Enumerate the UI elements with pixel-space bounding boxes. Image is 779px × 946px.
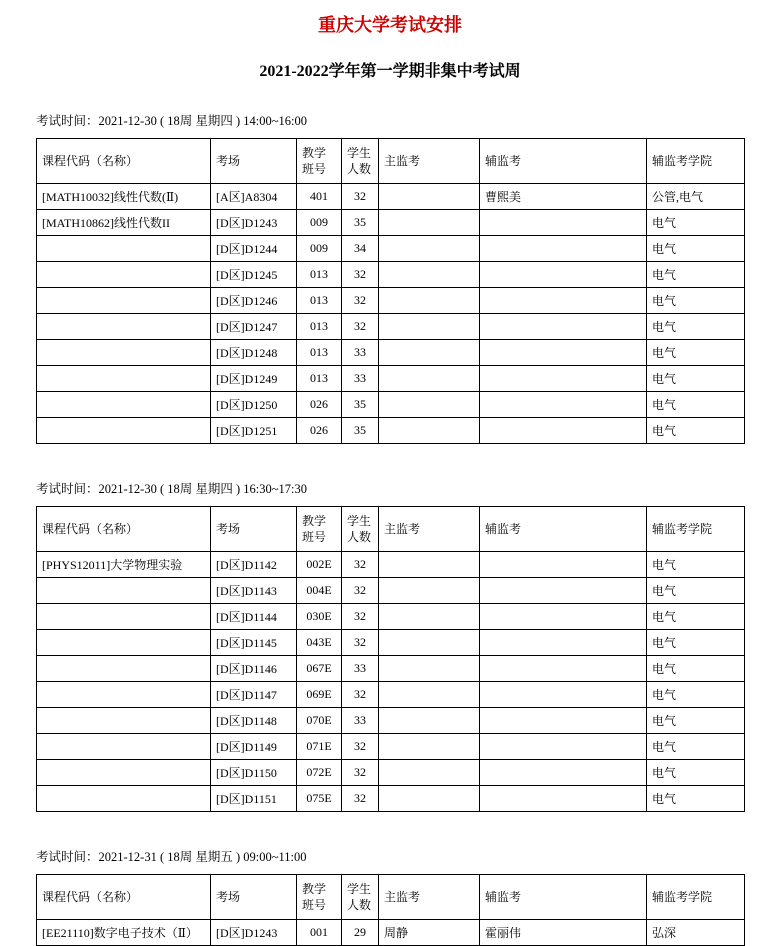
table-row: [37, 604, 745, 630]
table-row: [37, 734, 745, 760]
cell-assistant-college: 电气: [647, 236, 745, 262]
exam-time-label: 考试时间：2021-12-31 ( 18周 星期五 ) 09:00~11:00: [36, 850, 307, 864]
cell-course-name: [37, 630, 211, 656]
cell-course-name: [37, 314, 211, 340]
exam-schedule-table: [36, 874, 745, 946]
column-header-assistant-college: 辅监考学院: [647, 875, 745, 920]
column-header-exam-room: 考场: [211, 875, 297, 920]
column-header-class-number: 教学班号: [297, 507, 342, 552]
cell-course-name: [37, 786, 211, 812]
cell-class-number: 013: [297, 314, 342, 340]
cell-chief-invigilator: [379, 314, 480, 340]
cell-assistant-college: 电气: [647, 656, 745, 682]
cell-class-number: 013: [297, 340, 342, 366]
cell-assistant-college: 电气: [647, 578, 745, 604]
table-row: [37, 578, 745, 604]
cell-exam-room: [D区]D1143: [211, 578, 297, 604]
cell-chief-invigilator: [379, 734, 480, 760]
table-row: [37, 630, 745, 656]
cell-course-name: [37, 340, 211, 366]
cell-chief-invigilator: [379, 418, 480, 444]
column-header-assistant-invigilator: 辅监考: [480, 507, 647, 552]
cell-course-name: [37, 262, 211, 288]
cell-chief-invigilator: [379, 340, 480, 366]
cell-chief-invigilator: [379, 760, 480, 786]
column-header-exam-room: 考场: [211, 139, 297, 184]
cell-class-number: 009: [297, 236, 342, 262]
cell-chief-invigilator: [379, 786, 480, 812]
cell-course-name: [37, 236, 211, 262]
table-row: [37, 236, 745, 262]
cell-chief-invigilator: [379, 262, 480, 288]
column-header-student-count: 学生人数: [342, 875, 379, 920]
exam-section: [36, 482, 744, 812]
cell-class-number: 072E: [297, 760, 342, 786]
cell-chief-invigilator: [379, 682, 480, 708]
cell-assistant-invigilator: [480, 392, 647, 418]
cell-assistant-college: 电气: [647, 552, 745, 578]
page-title: 重庆大学考试安排: [318, 15, 462, 35]
column-header-chief-invigilator: 主监考: [379, 507, 480, 552]
cell-exam-room: [D区]D1243: [211, 210, 297, 236]
cell-exam-room: [D区]D1247: [211, 314, 297, 340]
cell-course-name: [37, 656, 211, 682]
cell-course-name: [37, 418, 211, 444]
cell-student-count: 33: [342, 656, 379, 682]
table-row: [37, 366, 745, 392]
column-header-chief-invigilator: 主监考: [379, 139, 480, 184]
column-header-course-code: 课程代码（名称）: [37, 139, 211, 184]
exam-section: [36, 114, 744, 444]
cell-exam-room: [D区]D1148: [211, 708, 297, 734]
cell-student-count: 32: [342, 630, 379, 656]
cell-assistant-invigilator: [480, 288, 647, 314]
cell-student-count: 35: [342, 418, 379, 444]
cell-assistant-college: 电气: [647, 340, 745, 366]
cell-course-name: [37, 578, 211, 604]
cell-student-count: 33: [342, 708, 379, 734]
table-row: [37, 262, 745, 288]
cell-exam-room: [D区]D1146: [211, 656, 297, 682]
cell-class-number: 075E: [297, 786, 342, 812]
cell-student-count: 35: [342, 392, 379, 418]
cell-assistant-college: 电气: [647, 734, 745, 760]
table-header-row: [37, 139, 745, 184]
cell-exam-room: [D区]D1147: [211, 682, 297, 708]
cell-class-number: 043E: [297, 630, 342, 656]
cell-assistant-invigilator: [480, 210, 647, 236]
cell-student-count: 33: [342, 366, 379, 392]
page-subtitle: 2021-2022学年第一学期非集中考试周: [259, 63, 521, 80]
cell-assistant-invigilator: [480, 734, 647, 760]
table-row: [37, 682, 745, 708]
cell-class-number: 004E: [297, 578, 342, 604]
cell-assistant-invigilator: 霍丽伟: [480, 920, 647, 946]
cell-class-number: 013: [297, 288, 342, 314]
table-row: [37, 552, 745, 578]
cell-course-name: [37, 734, 211, 760]
table-row: [37, 656, 745, 682]
cell-chief-invigilator: [379, 366, 480, 392]
cell-assistant-invigilator: [480, 340, 647, 366]
cell-class-number: 069E: [297, 682, 342, 708]
column-header-student-count: 学生人数: [342, 507, 379, 552]
table-row: [37, 392, 745, 418]
column-header-assistant-college: 辅监考学院: [647, 507, 745, 552]
column-header-chief-invigilator: 主监考: [379, 875, 480, 920]
cell-course-name: [PHYS12011]大学物理实验: [37, 552, 211, 578]
column-header-course-code: 课程代码（名称）: [37, 875, 211, 920]
cell-chief-invigilator: [379, 708, 480, 734]
cell-assistant-invigilator: [480, 552, 647, 578]
cell-assistant-invigilator: [480, 236, 647, 262]
cell-assistant-college: 电气: [647, 760, 745, 786]
cell-assistant-college: 电气: [647, 288, 745, 314]
cell-assistant-invigilator: [480, 604, 647, 630]
cell-assistant-college: 电气: [647, 682, 745, 708]
cell-exam-room: [D区]D1145: [211, 630, 297, 656]
cell-class-number: 001: [297, 920, 342, 946]
cell-class-number: 071E: [297, 734, 342, 760]
cell-chief-invigilator: [379, 656, 480, 682]
table-row: [37, 210, 745, 236]
column-header-class-number: 教学班号: [297, 139, 342, 184]
cell-assistant-college: 电气: [647, 210, 745, 236]
cell-class-number: 026: [297, 392, 342, 418]
cell-class-number: 013: [297, 262, 342, 288]
table-row: [37, 314, 745, 340]
cell-chief-invigilator: [379, 552, 480, 578]
column-header-course-code: 课程代码（名称）: [37, 507, 211, 552]
cell-assistant-college: 电气: [647, 604, 745, 630]
exam-section: [36, 850, 744, 946]
cell-student-count: 32: [342, 578, 379, 604]
cell-course-name: [37, 366, 211, 392]
exam-time-label: 考试时间：2021-12-30 ( 18周 星期四 ) 16:30~17:30: [36, 482, 307, 496]
cell-exam-room: [D区]D1144: [211, 604, 297, 630]
cell-student-count: 32: [342, 314, 379, 340]
cell-chief-invigilator: [379, 288, 480, 314]
cell-exam-room: [D区]D1142: [211, 552, 297, 578]
cell-course-name: [MATH10032]线性代数(Ⅱ): [37, 184, 211, 210]
cell-assistant-college: 电气: [647, 392, 745, 418]
cell-student-count: 32: [342, 682, 379, 708]
cell-student-count: 32: [342, 552, 379, 578]
cell-course-name: [37, 288, 211, 314]
cell-exam-room: [A区]A8304: [211, 184, 297, 210]
cell-exam-room: [D区]D1150: [211, 760, 297, 786]
cell-course-name: [37, 392, 211, 418]
cell-student-count: 32: [342, 734, 379, 760]
column-header-exam-room: 考场: [211, 507, 297, 552]
cell-exam-room: [D区]D1245: [211, 262, 297, 288]
column-header-student-count: 学生人数: [342, 139, 379, 184]
cell-class-number: 070E: [297, 708, 342, 734]
cell-student-count: 32: [342, 786, 379, 812]
cell-student-count: 32: [342, 760, 379, 786]
exam-schedule-table: [36, 138, 745, 444]
table-header-row: [37, 875, 745, 920]
cell-assistant-college: 电气: [647, 418, 745, 444]
cell-student-count: 35: [342, 210, 379, 236]
cell-student-count: 34: [342, 236, 379, 262]
cell-class-number: 030E: [297, 604, 342, 630]
cell-assistant-invigilator: [480, 418, 647, 444]
cell-course-name: [EE21110]数字电子技术（Ⅱ）: [37, 920, 211, 946]
cell-assistant-invigilator: 曹熙美: [480, 184, 647, 210]
cell-course-name: [MATH10862]线性代数II: [37, 210, 211, 236]
cell-exam-room: [D区]D1243: [211, 920, 297, 946]
cell-class-number: 067E: [297, 656, 342, 682]
cell-assistant-invigilator: [480, 630, 647, 656]
column-header-class-number: 教学班号: [297, 875, 342, 920]
cell-assistant-invigilator: [480, 656, 647, 682]
cell-chief-invigilator: [379, 630, 480, 656]
cell-class-number: 002E: [297, 552, 342, 578]
cell-assistant-invigilator: [480, 708, 647, 734]
exam-schedule-table: [36, 506, 745, 812]
column-header-assistant-college: 辅监考学院: [647, 139, 745, 184]
cell-assistant-college: 弘深: [647, 920, 745, 946]
table-row: [37, 418, 745, 444]
table-header-row: [37, 507, 745, 552]
cell-chief-invigilator: [379, 578, 480, 604]
cell-assistant-college: 电气: [647, 708, 745, 734]
table-row: [37, 708, 745, 734]
column-header-assistant-invigilator: 辅监考: [480, 139, 647, 184]
cell-chief-invigilator: 周静: [379, 920, 480, 946]
cell-assistant-invigilator: [480, 786, 647, 812]
cell-assistant-invigilator: [480, 262, 647, 288]
table-row: [37, 184, 745, 210]
sections-container: [36, 114, 744, 946]
cell-class-number: 026: [297, 418, 342, 444]
exam-time-label: 考试时间：2021-12-30 ( 18周 星期四 ) 14:00~16:00: [36, 114, 307, 128]
cell-student-count: 29: [342, 920, 379, 946]
cell-exam-room: [D区]D1244: [211, 236, 297, 262]
cell-exam-room: [D区]D1248: [211, 340, 297, 366]
cell-student-count: 32: [342, 184, 379, 210]
cell-exam-room: [D区]D1250: [211, 392, 297, 418]
cell-assistant-college: 电气: [647, 366, 745, 392]
cell-assistant-invigilator: [480, 314, 647, 340]
cell-course-name: [37, 682, 211, 708]
cell-assistant-invigilator: [480, 366, 647, 392]
cell-assistant-college: 电气: [647, 786, 745, 812]
cell-chief-invigilator: [379, 236, 480, 262]
cell-assistant-invigilator: [480, 578, 647, 604]
cell-student-count: 32: [342, 604, 379, 630]
cell-chief-invigilator: [379, 604, 480, 630]
cell-chief-invigilator: [379, 184, 480, 210]
table-row: [37, 340, 745, 366]
cell-exam-room: [D区]D1249: [211, 366, 297, 392]
cell-class-number: 013: [297, 366, 342, 392]
cell-assistant-college: 电气: [647, 314, 745, 340]
cell-student-count: 32: [342, 262, 379, 288]
cell-assistant-invigilator: [480, 760, 647, 786]
cell-class-number: 401: [297, 184, 342, 210]
cell-class-number: 009: [297, 210, 342, 236]
cell-exam-room: [D区]D1149: [211, 734, 297, 760]
cell-exam-room: [D区]D1246: [211, 288, 297, 314]
cell-chief-invigilator: [379, 210, 480, 236]
cell-exam-room: [D区]D1151: [211, 786, 297, 812]
cell-assistant-college: 公管,电气: [647, 184, 745, 210]
table-row: [37, 786, 745, 812]
cell-course-name: [37, 708, 211, 734]
cell-exam-room: [D区]D1251: [211, 418, 297, 444]
cell-chief-invigilator: [379, 392, 480, 418]
column-header-assistant-invigilator: 辅监考: [480, 875, 647, 920]
cell-student-count: 33: [342, 340, 379, 366]
cell-student-count: 32: [342, 288, 379, 314]
table-row: [37, 288, 745, 314]
cell-assistant-invigilator: [480, 682, 647, 708]
cell-course-name: [37, 604, 211, 630]
cell-course-name: [37, 760, 211, 786]
cell-assistant-college: 电气: [647, 630, 745, 656]
cell-assistant-college: 电气: [647, 262, 745, 288]
table-row: [37, 760, 745, 786]
